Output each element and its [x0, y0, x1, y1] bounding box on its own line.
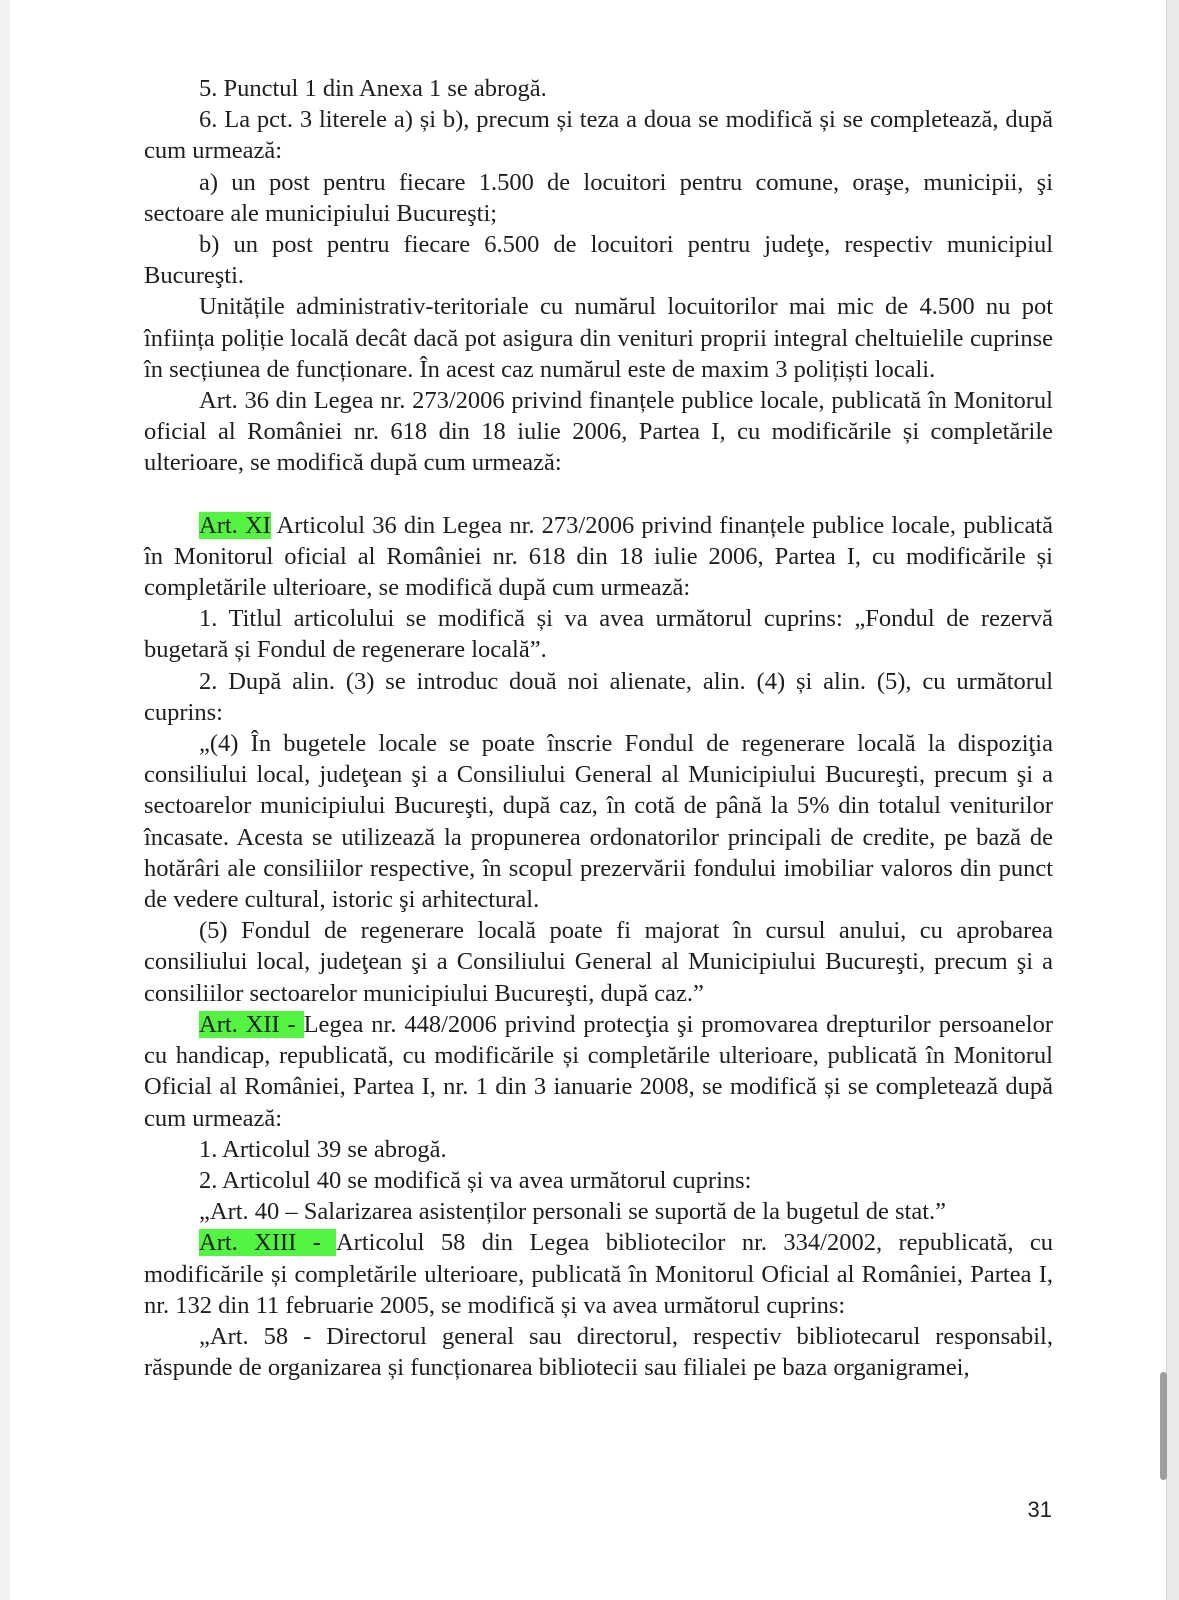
document-body — [144, 73, 1053, 1383]
article-text: Articolul 36 din Legea nr. 273/2006 privind finanțele publice locale, publicată în Monitorul oficial al României nr. 618 din 18 iulie 2006, Partea I, cu modificările și completările ulterioare, se modifică după cum urmează: — [144, 511, 1053, 602]
article-text: Articolul 58 din Legea bibliotecilor nr. 334/2002, republicată, cu modificările și completările ulterioare, publicată în Monitorul Oficial al României, Partea I, nr. 132 din 11 februarie 2005, se modifică și va avea următorul cuprins: — [144, 1229, 1053, 1319]
scrollbar-thumb[interactable] — [1160, 1372, 1167, 1480]
paragraph: Art. 36 din Legea nr. 273/2006 privind finanțele publice locale, publicată în Monitorul oficial al României nr. 618 din 18 iulie 2006, Partea I, cu modificările și completările ulterioare, se modifică după cum urmează: — [144, 387, 1053, 477]
paragraph: a) un post pentru fiecare 1.500 de locuitori pentru comune, oraşe, municipii, şi sectoare ale municipiului Bucureşti; — [144, 168, 1053, 227]
paragraph: 1. Titlul articolului se modifică și va avea următorul cuprins: „Fondul de rezervă bugetară și Fondul de regenerare locală”. — [144, 605, 1053, 664]
paragraph: 2. După alin. (3) se introduc două noi alienate, alin. (4) și alin. (5), cu următorul cuprins: — [144, 667, 1053, 726]
paragraph: „Art. 58 - Directorul general sau directorul, respectiv bibliotecarul responsabil, răspunde de organizarea și funcționarea bibliotecii sau filialei pe baza organigramei, — [144, 1322, 1053, 1382]
paragraph: (5) Fondul de regenerare locală poate fi majorat în cursul anului, cu aprobarea consiliului local, judeţean şi a Consiliului General al Municipiului Bucureşti, precum şi a consiliilor sectoarelor municipiului Bucureşti, după caz.” — [144, 917, 1053, 1007]
paragraph: „(4) În bugetele locale se poate înscrie Fondul de regenerare locală la dispoziţia consiliului local, judeţean şi a Consiliului General al Municipiului Bucureşti, precum şi a sectoarelor municipiului Bucureşti, după caz, în cotă de până la 5% din totalul veniturilor încasate. Acesta se utilizează la propunerea ordonatorilor principali de credite, pe bază de hotărâri ale consiliilor respective, în scopul prezervării fondului imobiliar valoros din punct de vedere cultural, istoric şi arhitectural. — [144, 730, 1053, 914]
article-label-highlight: Art. XIII - — [199, 1229, 336, 1257]
article-text: Legea nr. 448/2006 privind protecţia şi promovarea drepturilor persoanelor cu handicap, republicată, cu modificările și completările ulterioare, publicată în Monitorul Oficial al României, Partea I, nr. 1 din 3 ianuarie 2008, se modifică și se completează după cum urmează: — [144, 1010, 1053, 1132]
paragraph: Unitățile administrativ-teritoriale cu numărul locuitorilor mai mic de 4.500 nu pot înființa poliție locală decât dacă pot asigura din venituri proprii integral cheltuielile cuprinse în secțiunea de funcționare. În acest caz numărul este de maxim 3 polițiști locali. — [144, 293, 1053, 383]
paragraph: 6. La pct. 3 literele a) și b), precum și teza a doua se modifică și se completează, după cum urmează: — [144, 106, 1053, 165]
article-label-highlight: Art. XII - — [199, 1010, 304, 1038]
paragraph: „Art. 40 – Salarizarea asistenților personali se suportă de la bugetul de stat.” — [199, 1198, 946, 1226]
scroll-track[interactable] — [1166, 0, 1179, 1600]
paragraph-gap — [144, 479, 1053, 510]
article-paragraph — [144, 1009, 1053, 1134]
page-number: 31 — [1027, 1497, 1052, 1522]
article-label-highlight: Art. XI — [199, 511, 271, 539]
paragraph: 1. Articolul 39 se abrogă. — [199, 1135, 447, 1163]
article-paragraph — [144, 1227, 1053, 1321]
article-paragraph — [144, 510, 1053, 604]
paragraph: b) un post pentru fiecare 6.500 de locuitori pentru judeţe, respectiv municipiul Bucureşti. — [144, 231, 1053, 290]
paragraph: 5. Punctul 1 din Anexa 1 se abrogă. — [199, 75, 547, 102]
document-page — [10, 0, 1166, 1600]
paragraph: 2. Articolul 40 se modifică și va avea următorul cuprins: — [199, 1166, 752, 1194]
